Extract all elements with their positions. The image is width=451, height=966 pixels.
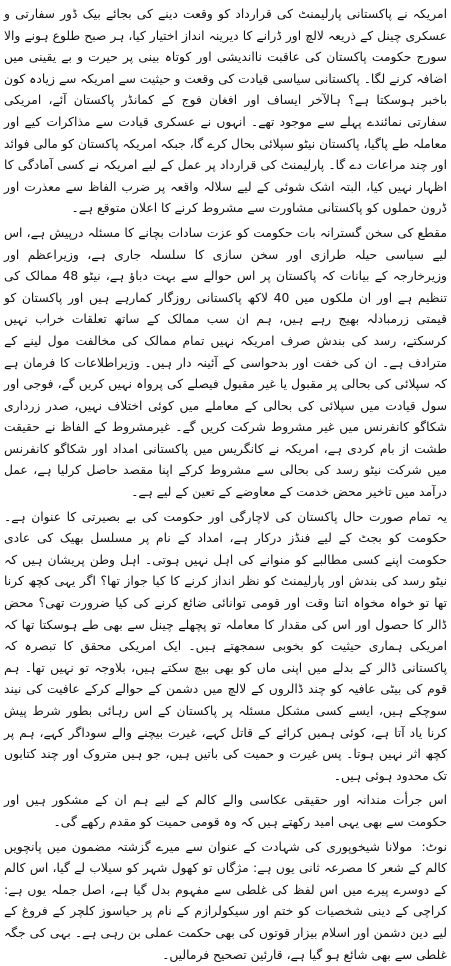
article-paragraph-4: اس جرأت مندانہ اور حقیقی عکاسی والے کالم کے لیے ہم ان کے مشکور ہیں اور حکومت سے بھی یہی امید رکھتے ہیں کہ وہ قومی حمیت کو مقدم رکھے گی۔ <box>4 793 447 829</box>
article-paragraph-1: امریکہ نے پاکستانی پارلیمنٹ کی قرارداد کو وقعت دینے کی بجائے بیک ڈور سفارتی و عسکری چینل کے ذریعہ لالچ اور ڈرانے کا دیرینہ انداز اختیار کیا، ہر صبح طلوع ہونے والا سورج حکومت پاکستان کی عاقبت نااندیشی اور کوتاہ بینی پر حیرت و بے یقینی میں اضافہ کرنے لگا۔ پاکستانی سیاسی قیادت کی وقعت و حیثیت سے امریکہ سے زیادہ کون باخبر ہوسکتا ہے؟ ہالآخر ایساف اور افغان فوج کے کمانڈر پاکستان آئے، امریکی سفارتی نمائندے پہلے سے موجود تھے۔ انہوں نے عسکری قیادت سے مذاکرات کیے اور معاملہ طے پاگیا، پاکستان نیٹو سپلائی بحال کرے گا، جبکہ امریکہ پاکستان کو مالی فوائد اور چند مراعات دے گا۔ پارلیمنٹ کی قرارداد پر عمل کے لیے امریکہ نے کسی آمادگی کا اظہار نہیں کیا، البتہ اشک شوئی کے لیے سلالہ واقعہ پر ضرب الفاظ سے معذرت اور ڈرون حملوں کو پاکستانی مشاورت سے مشروط کرنے کا اعلان متوقع ہے۔ <box>4 7 447 216</box>
correction-note <box>4 837 447 966</box>
article-page <box>4 4 447 962</box>
article-paragraph-2: مقطع کی سخن گسترانہ بات حکومت کو عزت سادات بچانے کا مسئلہ درپیش ہے، اس لیے سیاسی حیلہ طرازی اور سخن سازی کا سلسلہ جاری ہے، وزیراعظم اور وزیرخارجہ کے بیانات کہ پاکستان پر اس حوالے سے بہت دباؤ ہے، نیٹو 48 ممالک کی تنظیم ہے اور ان ملکوں میں 40 لاکھ پاکستانی روزگار کمارہے ہیں اور پاکستان کو قیمتی زرمبادلہ بھیج رہے ہیں، ہم ان سب ممالک کے ساتھ تعلقات خراب نہیں کرسکتے، رسد کی بندش صرف امریکہ نہیں تمام ممالک کی مخالفت مول لینے کے مترادف ہے۔ ان کی خفت اور بدحواسی کے آئینہ دار ہیں۔ وزیراطلاعات کا فرمان ہے کہ سپلائی کی بحالی پر مقبول یا غیر مقبول فیصلے کی پرواہ نہیں کریں گے، فوجی اور سول قیادت میں سپلائی کی بحالی کے معاملے میں کوئی اختلاف نہیں، صدر زرداری شکاگو کانفرنس میں غیر مشروط شرکت کریں گے۔ غیرمشروط کے الفاظ نے حقیقت طشت از بام کردی ہے، امریکہ نے کانگریس میں پاکستانی امداد اور شکاگو کانفرنس میں شرکت نیٹو رسد کی بحالی سے مشروط کرکے اپنا مقصد حاصل کرلیا ہے، عمل درآمد میں تاخیر محض خدمت کے معاوضے کے تعین کے لیے ہے۔ <box>4 225 447 500</box>
note-label: نوٹ: <box>421 839 447 854</box>
article-paragraph-3: یہ تمام صورت حال پاکستان کی لاچارگی اور حکومت کی بے بصیرتی کا عنوان ہے۔ حکومت کو بجٹ کے لیے فنڈز درکار ہے، امداد کے نام پر مسلسل بھیک کی عادی حکومت اپنے کسی مطالبے کو منوانے کی اہل نہیں ہوتی۔ اہل وطن پریشان ہیں کہ نیٹو رسد کی بندش اور پارلیمنٹ کو نظر انداز کرنے کا کیا جواز تھا؟ اگر یہی کچھ کرنا تھا تو خواہ مخواہ اتنا وقت اور قومی توانائی ضائع کرنے کی کیا ضرورت تھی؟ محض ڈالر کا حصول اور اس کی مقدار کا معاملہ تو پچھلے چینل سے بھی طے ہوسکتا تھا کہ امریکی ہماری حیثیت کو بخوبی سمجھتے ہیں۔ ایک امریکی محقق کا تبصرہ کہ پاکستانی ڈالر کے بدلے میں اپنی ماں کو بھی بیچ سکتے ہیں، بلاوجہ تو نہیں تھا۔ ہم قوم کی بیٹی عافیہ کو چند ڈالروں کے لالچ میں دشمن کے حوالے کرکے عافیت کی نیند سوچکے ہیں، ایسے کسی مشکل مسئلہ پر پاکستان کے اس رہائی بطور شرط پیش کرنا یاد آتا ہے، کوئی ہمیں کرائے کے قاتل کہے، غیرت بیچنے والے سوداگر کہے، ہم پر کچھ اثر نہیں ہوتا۔ پس غیرت و حمیت کی باتیں ہیں، جو ہیں متروک اور چند کتابوں تک محدود ہوئی ہیں۔ <box>4 509 447 783</box>
note-text: مولانا شیخوپوری کی شہادت کے عنوان سے میرے گزشتہ مضمون میں پانچویں کالم کے شعر کا مصرعہ ثانی یوں ہے: مژگاں تو کھول شہر کو سیلاب لے گیا، اس کالم کے دوسرے پیرے میں اس لفظ کی غلطی سے مفہوم بدل گیا ہے، اصل جملہ یوں ہے: کراچی کے دینی شخصیات کو ختم اور سیکولرازم کے نام پر حیاسوز کلچر کے فروغ کے لیے دین دشمن اور اسلام بیزار قوتوں کی بھی حکمت عملی بن رہی ہے۔ بہی کی جگہ غلطی سے بھی شائع ہو گیا ہے، قارئین تصحیح فرمالیں۔ <box>4 839 447 962</box>
